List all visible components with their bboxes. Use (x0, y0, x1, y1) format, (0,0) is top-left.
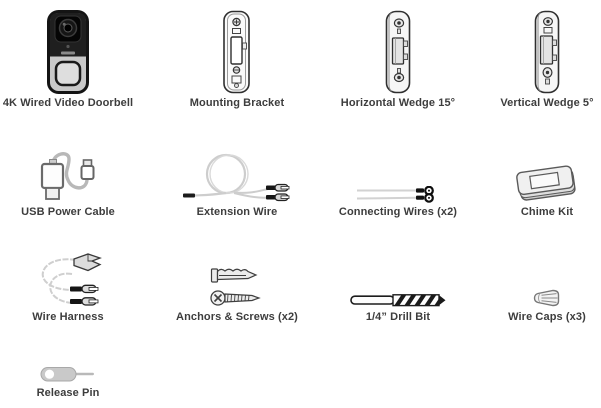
chime-kit-icon (472, 142, 601, 203)
item-label: Release Pin (36, 387, 100, 399)
kit-item-doorbell (0, 6, 143, 109)
item-label: USB Power Cable (21, 206, 115, 218)
item-label: Wire Caps (x3) (508, 311, 586, 323)
kit-item-wire-harness (0, 250, 143, 323)
item-label: Connecting Wires (x2) (338, 206, 458, 218)
item-label: Anchors & Screws (x2) (176, 311, 298, 323)
item-label: 4K Wired Video Doorbell (2, 97, 134, 109)
kit-item-release-pin (0, 358, 143, 399)
horizontal-wedge-icon (323, 6, 473, 94)
release-pin-icon (0, 358, 143, 384)
mounting-bracket-icon (162, 6, 312, 94)
anchors-screws-icon (162, 250, 312, 308)
kit-item-chime-kit (472, 142, 601, 218)
drill-bit-icon (323, 250, 473, 308)
item-label: Vertical Wedge 5° (500, 97, 594, 109)
kit-item-mounting-bracket (162, 6, 312, 109)
kit-item-usb-power-cable (0, 142, 143, 218)
kit-item-extension-wire (162, 142, 312, 218)
kit-item-wire-caps (472, 250, 601, 323)
kit-item-vertical-wedge (472, 6, 601, 109)
kit-item-connecting-wires (323, 142, 473, 218)
wire-harness-icon (0, 250, 143, 308)
item-label: Horizontal Wedge 15° (340, 97, 456, 109)
usb-cable-icon (0, 142, 143, 203)
wire-caps-icon (472, 250, 601, 308)
extension-wire-icon (162, 142, 312, 203)
kit-item-drill-bit (323, 250, 473, 323)
item-label: 1/4” Drill Bit (365, 311, 431, 323)
item-label: Chime Kit (520, 206, 574, 218)
kit-item-anchors-screws (162, 250, 312, 323)
kit-item-horizontal-wedge (323, 6, 473, 109)
item-label: Extension Wire (196, 206, 278, 218)
doorbell-icon (0, 6, 143, 94)
connecting-wires-icon (323, 142, 473, 203)
vertical-wedge-icon (472, 6, 601, 94)
item-label: Mounting Bracket (189, 97, 285, 109)
item-label: Wire Harness (32, 311, 104, 323)
